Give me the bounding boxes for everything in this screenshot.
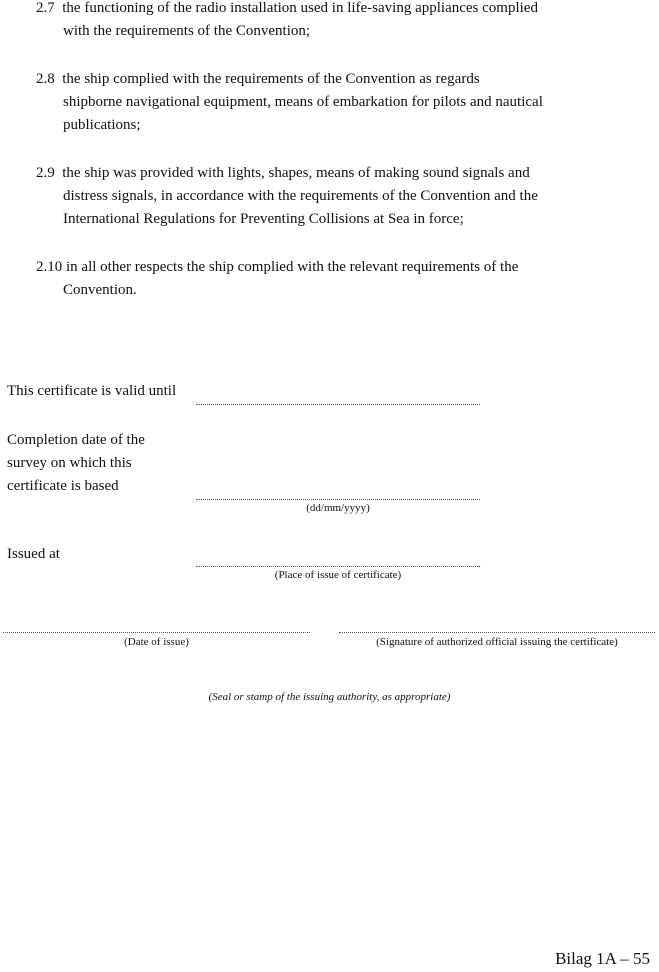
clause-number: 2.9 <box>36 165 55 181</box>
clause-text-line: the ship complied with the requirements of the Convention as regards <box>62 71 480 87</box>
clause-text-line: the functioning of the radio installation used in life-saving appliances complied <box>62 0 538 16</box>
date-of-issue-caption: (Date of issue) <box>124 636 189 648</box>
clause-2-7 <box>36 0 636 43</box>
completion-label-line: Completion date of the <box>7 432 145 448</box>
issued-at-label: Issued at <box>7 546 60 562</box>
issued-at-field[interactable] <box>196 566 478 567</box>
clause-text-line: in all other respects the ship complied with the relevant requirements of the <box>66 259 519 275</box>
page-footer: Bilag 1A – 55 <box>555 949 650 968</box>
date-of-issue-field[interactable] <box>3 632 310 633</box>
clause-text-line: International Regulations for Preventing Collisions at Sea in force; <box>63 211 464 227</box>
clause-2-9 <box>36 162 636 231</box>
completion-date-label <box>7 429 145 498</box>
issued-at-period: . <box>478 556 481 570</box>
valid-until-field[interactable] <box>196 404 480 405</box>
clause-2-8 <box>36 68 636 137</box>
clause-number: 2.8 <box>36 71 55 87</box>
valid-until-label: This certificate is valid until <box>7 383 177 399</box>
signature-field[interactable] <box>339 632 655 633</box>
date-format-caption: (dd/mm/yyyy) <box>306 502 370 514</box>
seal-caption: (Seal or stamp of the issuing authority, as appropriate) <box>208 691 451 703</box>
clause-text-line: shipborne navigational equipment, means of embarkation for pilots and nautical <box>63 94 543 110</box>
completion-date-field[interactable] <box>196 499 480 500</box>
completion-label-line: certificate is based <box>7 478 119 494</box>
clause-2-10 <box>36 256 636 302</box>
clause-text-line: distress signals, in accordance with the requirements of the Convention and the <box>63 188 538 204</box>
place-caption: (Place of issue of certificate) <box>274 569 402 581</box>
completion-label-line: survey on which this <box>7 455 132 471</box>
clause-number: 2.10 <box>36 259 63 275</box>
signature-caption: (Signature of authorized official issuing the certificate) <box>376 636 618 648</box>
clause-text-line: the ship was provided with lights, shapes, means of making sound signals and <box>62 165 530 181</box>
clause-number: 2.7 <box>36 0 55 16</box>
clause-text-line: with the requirements of the Convention; <box>63 23 311 39</box>
clause-text-line: Convention. <box>63 282 137 298</box>
clause-text-line: publications; <box>63 117 141 133</box>
